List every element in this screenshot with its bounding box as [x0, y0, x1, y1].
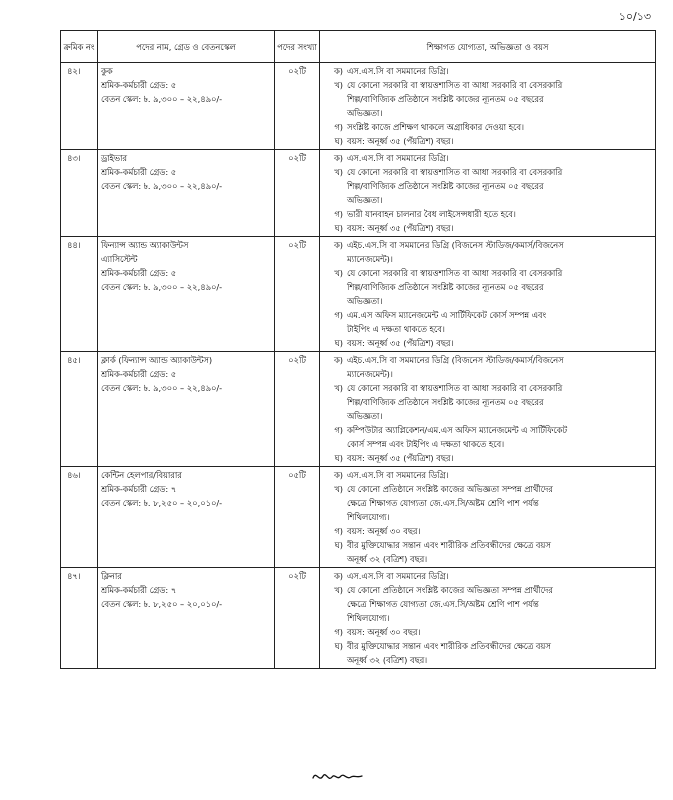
qualification-text: যে কোনো সরকারি বা স্বায়ত্তশাসিত বা আধা সরকারি বা বেসরকারি শিল্প/বাণিজ্যিক প্রতিষ্ঠানে সংশ্লিষ্ট কাজের ন্যূনতম ০৫ বছরের অভিজ্ঞতা। [347, 167, 563, 205]
count-cell: ০২টি [275, 568, 320, 669]
serial-cell: ৪৪। [61, 237, 98, 352]
qualification-cell [320, 237, 656, 352]
qualification-item [323, 336, 652, 350]
qualification-marker: খ) [334, 268, 343, 278]
qualification-text: যে কোনো সরকারি বা স্বায়ত্তশাসিত বা আধা সরকারি বা বেসরকারি শিল্প/বাণিজ্যিক প্রতিষ্ঠানে সংশ্লিষ্ট কাজের ন্যূনতম ০৫ বছরের অভিজ্ঞতা। [347, 383, 563, 421]
qualification-marker: ঘ) [334, 540, 343, 550]
header-serial: ক্রমিক নং [61, 31, 98, 63]
post-line: ড্রাইভার [101, 153, 127, 163]
qualification-marker: খ) [334, 80, 343, 90]
serial-cell: ৪৫। [61, 352, 98, 467]
table-body [61, 63, 656, 669]
qualification-item [323, 64, 652, 78]
qualification-marker: খ) [334, 484, 343, 494]
count-cell: ০২টি [275, 150, 320, 237]
qualification-item [323, 165, 652, 207]
qualification-item [323, 134, 652, 148]
qualification-text: কম্পিউটার অ্যাপ্লিকেশন/এম.এস অফিস ম্যানেজমেন্ট এ সার্টিফিকেট কোর্স সম্পন্ন এবং টাইপিং এ দক্ষতা থাকতে হবে। [347, 425, 567, 449]
qualification-item [323, 381, 652, 423]
post-cell [98, 467, 275, 568]
qualification-marker: ঘ) [334, 136, 343, 146]
qualification-marker: ক) [333, 355, 343, 365]
qualification-text: এস.এস.সি বা সমমানের ডিগ্রি। [347, 470, 449, 480]
qualification-marker: গ) [334, 526, 343, 536]
serial-cell: ৪২। [61, 63, 98, 150]
table-row [61, 352, 656, 467]
qualification-marker: ক) [333, 66, 343, 76]
qualification-marker: গ) [334, 425, 343, 435]
qualification-marker: ঘ) [334, 338, 343, 348]
count-cell: ০২টি [275, 352, 320, 467]
qualification-text: যে কোনো সরকারি বা স্বায়ত্তশাসিত বা আধা সরকারি বা বেসরকারি শিল্প/বাণিজ্যিক প্রতিষ্ঠানে সংশ্লিষ্ট কাজের ন্যূনতম ০৫ বছরের অভিজ্ঞতা। [347, 80, 563, 118]
qualification-marker: খ) [334, 585, 343, 595]
post-line: বেতন স্কেল: ৳. ৮,২৫০ – ২০,০১০/- [101, 599, 223, 609]
qualification-marker: খ) [334, 383, 343, 393]
qualification-item [323, 451, 652, 465]
qualification-cell [320, 63, 656, 150]
post-line: বেতন স্কেল: ৳. ৯,৩০০ – ২২,৪৯০/- [101, 181, 223, 191]
qualification-text: যে কোনো প্রতিষ্ঠানে সংশ্লিষ্ট কাজের অভিজ্ঞতা সম্পন্ন প্রার্থীদের ক্ষেত্রে শিক্ষাগত যোগ্যতা জে.এস.সি/অষ্টম শ্রেণি পাশ পর্যন্ত শিথিলযোগ্য। [347, 585, 553, 623]
qualification-item [323, 583, 652, 625]
post-line: শ্রমিক-কর্মচারী গ্রেড: ৫ [101, 167, 177, 177]
qualification-item [323, 266, 652, 308]
table-row [61, 63, 656, 150]
post-line: বেতন স্কেল: ৳. ৯,৩০০ – ২২,৪৯০/- [101, 94, 223, 104]
qualification-item [323, 238, 652, 266]
header-post: পদের নাম, গ্রেড ও বেতনস্কেল [98, 31, 275, 63]
qualification-item [323, 423, 652, 451]
qualification-marker: ঘ) [334, 223, 343, 233]
post-cell [98, 352, 275, 467]
qualification-text: এইচ.এস.সি বা সমমানের ডিগ্রি (বিজনেস স্টাডিজ/কমার্স/বিজনেস ম্যানেজমেন্ট)। [347, 355, 564, 379]
qualification-text: বয়স: অনূর্ধ্ব ৩৫ (পঁয়ত্রিশ) বছর। [347, 338, 454, 348]
qualification-text: বয়স: অনূর্ধ্ব ৩০ বছর। [347, 526, 421, 536]
table-row [61, 237, 656, 352]
qualification-item [323, 353, 652, 381]
post-line: কুক [101, 66, 113, 76]
qualification-marker: ঘ) [334, 641, 343, 651]
serial-cell: ৪৬। [61, 467, 98, 568]
qualification-item [323, 207, 652, 221]
qualification-text: বয়স: অনূর্ধ্ব ৩৫ (পঁয়ত্রিশ) বছর। [347, 453, 454, 463]
qualification-text: সংশ্লিষ্ট কাজে প্রশিক্ষণ থাকলে অগ্রাধিকার দেওয়া হবে। [347, 122, 524, 132]
post-line: ক্লিনার [101, 571, 122, 581]
page-number: ১০/১৩ [618, 10, 651, 23]
post-line: ক্লার্ক (ফিন্যান্স অ্যান্ড অ্যাকাউন্টস) [101, 355, 213, 365]
post-line: ফিন্যান্স অ্যান্ড অ্যাকাউন্টস [101, 240, 189, 250]
qualification-item [323, 120, 652, 134]
qualification-cell [320, 150, 656, 237]
qualification-text: এস.এস.সি বা সমমানের ডিগ্রি। [347, 571, 449, 581]
qualification-marker: ক) [333, 470, 343, 480]
qualification-item [323, 538, 652, 566]
qualification-marker: ক) [333, 240, 343, 250]
header-count: পদের সংখ্যা [275, 31, 320, 63]
qualification-marker: গ) [334, 122, 343, 132]
post-cell [98, 63, 275, 150]
count-cell: ০২টি [275, 63, 320, 150]
qualification-marker: গ) [334, 209, 343, 219]
qualification-item [323, 468, 652, 482]
post-line: কেন্টিন হেলপার/বিয়ারার [101, 470, 182, 480]
qualification-text: ভারী যানবাহন চালনার বৈধ লাইসেন্সধারী হতে হবে। [347, 209, 516, 219]
qualification-text: বয়স: অনূর্ধ্ব ৩৫ (পঁয়ত্রিশ) বছর। [347, 223, 454, 233]
qualification-cell [320, 352, 656, 467]
qualification-item [323, 625, 652, 639]
post-cell [98, 568, 275, 669]
post-cell [98, 237, 275, 352]
qualification-cell [320, 467, 656, 568]
qualification-item [323, 151, 652, 165]
qualification-text: যে কোনো সরকারি বা স্বায়ত্তশাসিত বা আধা সরকারি বা বেসরকারি শিল্প/বাণিজ্যিক প্রতিষ্ঠানে সংশ্লিষ্ট কাজের ন্যূনতম ০৫ বছরের অভিজ্ঞতা। [347, 268, 563, 306]
post-line: শ্রমিক-কর্মচারী গ্রেড: ৫ [101, 369, 177, 379]
table-row [61, 467, 656, 568]
post-line: এ্যাসিস্টেন্ট [101, 254, 138, 264]
serial-cell: ৪৭। [61, 568, 98, 669]
qualification-marker: ঘ) [334, 453, 343, 463]
qualification-text: এস.এস.সি বা সমমানের ডিগ্রি। [347, 153, 449, 163]
signature-icon [310, 766, 365, 786]
table-row [61, 568, 656, 669]
qualification-text: বীর মুক্তিযোদ্ধার সন্তান এবং শারীরিক প্রতিবন্ধীদের ক্ষেত্রে বয়স অনূর্ধ্ব ৩২ (বত্রিশ) বছর। [347, 540, 551, 564]
qualification-marker: গ) [334, 627, 343, 637]
post-line: বেতন স্কেল: ৳. ৮,২৫০ – ২০,০১০/- [101, 498, 223, 508]
job-requirements-table [60, 30, 656, 669]
qualification-item [323, 221, 652, 235]
serial-cell: ৪৩। [61, 150, 98, 237]
post-line: বেতন স্কেল: ৳. ৯,৩০০ – ২২,৪৯০/- [101, 383, 223, 393]
post-line: শ্রমিক-কর্মচারী গ্রেড: ৫ [101, 268, 177, 278]
qualification-item [323, 524, 652, 538]
qualification-marker: খ) [334, 167, 343, 177]
table-row [61, 150, 656, 237]
qualification-text: এইচ.এস.সি বা সমমানের ডিগ্রি (বিজনেস স্টাডিজ/কমার্স/বিজনেস ম্যানেজমেন্ট)। [347, 240, 564, 264]
qualification-cell [320, 568, 656, 669]
qualification-marker: ক) [333, 571, 343, 581]
qualification-item [323, 482, 652, 524]
qualification-text: বয়স: অনূর্ধ্ব ৩৫ (পঁয়ত্রিশ) বছর। [347, 136, 454, 146]
qualification-item [323, 639, 652, 667]
post-line: শ্রমিক-কর্মচারী গ্রেড: ৭ [101, 484, 177, 494]
count-cell: ০২টি [275, 237, 320, 352]
post-line: শ্রমিক-কর্মচারী গ্রেড: ৫ [101, 80, 177, 90]
qualification-text: এস.এস.সি বা সমমানের ডিগ্রি। [347, 66, 449, 76]
qualification-marker: গ) [334, 310, 343, 320]
qualification-text: যে কোনো প্রতিষ্ঠানে সংশ্লিষ্ট কাজের অভিজ্ঞতা সম্পন্ন প্রার্থীদের ক্ষেত্রে শিক্ষাগত যোগ্যতা জে.এস.সি/অষ্টম শ্রেণি পাশ পর্যন্ত শিথিলযোগ্য। [347, 484, 553, 522]
post-line: বেতন স্কেল: ৳. ৯,৩০০ – ২২,৪৯০/- [101, 282, 223, 292]
count-cell: ০৫টি [275, 467, 320, 568]
qualification-text: বয়স: অনূর্ধ্ব ৩০ বছর। [347, 627, 421, 637]
post-line: শ্রমিক-কর্মচারী গ্রেড: ৭ [101, 585, 177, 595]
qualification-item [323, 308, 652, 336]
qualification-marker: ক) [333, 153, 343, 163]
qualification-text: বীর মুক্তিযোদ্ধার সন্তান এবং শারীরিক প্রতিবন্ধীদের ক্ষেত্রে বয়স অনূর্ধ্ব ৩২ (বত্রিশ) বছর। [347, 641, 551, 665]
header-qualification: শিক্ষাগত যোগ্যতা, অভিজ্ঞতা ও বয়স [320, 31, 656, 63]
post-cell [98, 150, 275, 237]
qualification-item [323, 569, 652, 583]
qualification-text: এম.এস অফিস ম্যানেজমেন্ট এ সার্টিফিকেট কোর্স সম্পন্ন এবং টাইপিং এ দক্ষতা থাকতে হবে। [347, 310, 547, 334]
table-header-row [61, 31, 656, 63]
qualification-item [323, 78, 652, 120]
